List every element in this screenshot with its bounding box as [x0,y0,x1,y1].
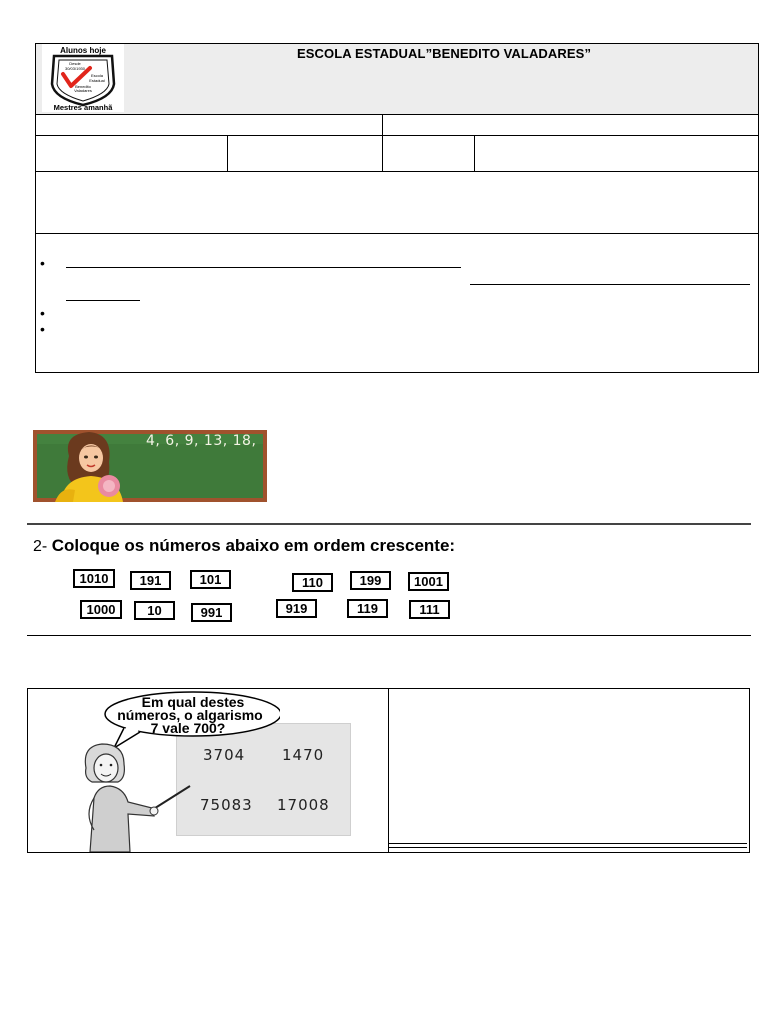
school-name: ESCOLA ESTADUAL”BENEDITO VALADARES” [296,46,592,61]
number-card: 10 [134,601,175,620]
number-card: 1000 [80,600,122,619]
divider [474,135,475,172]
question-number: 2- [33,538,48,555]
divider [382,114,383,136]
sequence-text: 4, 6, 9, 13, 18, [146,433,257,449]
number-card: 101 [190,570,231,589]
question-3-answer-panel [388,688,750,853]
bullet-point: • [40,255,45,271]
logo-line-1: Desde [69,61,81,66]
blank-line [66,300,140,301]
section-divider [27,635,751,636]
question-prompt: Coloque os números abaixo em ordem crescente: [51,536,456,555]
logo-top-text: Alunos hoje [60,46,106,55]
school-logo [42,44,124,112]
section-divider [27,523,751,525]
board-number: 3704 [203,746,246,764]
blank-line [470,284,750,285]
number-card: 199 [350,571,391,590]
speech-bubble-line: Em qual destes [141,694,245,710]
answer-line [389,843,747,844]
logo-line-5: Benedito [75,84,91,89]
number-card: 919 [276,599,317,618]
header-row-3 [35,135,759,172]
number-card: 1001 [408,572,449,591]
header-row-2 [35,114,759,136]
answer-line [389,847,747,848]
board-number: 17008 [277,796,330,814]
logo-line-4: Estadual [89,78,105,83]
number-card: 110 [292,573,333,592]
logo-line-2: 30/03/1930 [64,66,86,71]
logo-line-3: Escola [90,73,104,78]
number-card: 111 [409,600,450,619]
board-number: 1470 [282,746,325,764]
header-row-4 [35,171,759,234]
divider [227,135,228,172]
board-number: 75083 [200,796,253,814]
question-2 [33,536,455,556]
logo-line-6: Valadares [74,88,92,93]
speech-bubble-line: números, o algarismo [117,707,263,723]
divider [382,135,383,172]
blank-line [66,267,461,268]
instructions-box [35,233,759,373]
number-card: 991 [191,603,232,622]
number-card: 1010 [73,569,115,588]
speech-bubble-line: 7 vale 700? [150,720,226,736]
number-card: 191 [130,571,171,590]
bullet-point: • [40,305,45,321]
bullet-point: • [40,321,45,337]
logo-bottom-text: Mestres amanhã [53,103,113,112]
number-card: 119 [347,599,388,618]
